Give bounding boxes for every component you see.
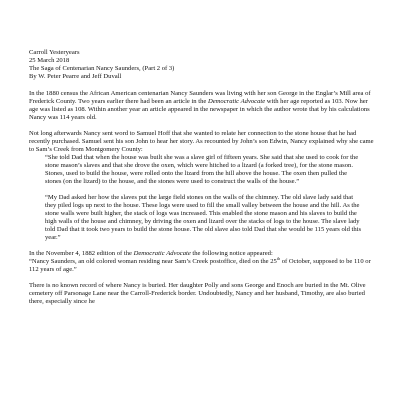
ordinal-suffix: th xyxy=(276,256,281,261)
publication-date: 25 March 2018 xyxy=(29,57,70,64)
obituary-notice-b: of October, supposed to be 110 or 112 years of age.” xyxy=(29,258,371,273)
spacer xyxy=(29,122,376,130)
article-body xyxy=(29,49,376,306)
paragraph-1-text-b: with her age reported as 103. Now her age was listed as 108. Within another year an article appeared in the newspaper in which the author wrote that by his calculations Nancy was 114 years old. xyxy=(29,98,370,121)
paragraph-1-text-a: In the 1880 census the African American centenarian Nancy Saunders was living with her son George in the Englar’s Mill area of Frederick County. Two years earlier there had been an article in the xyxy=(29,90,371,105)
article-title: The Saga of Centenarian Nancy Saunders, (Part 2 of 3) xyxy=(29,65,175,72)
spacer xyxy=(29,81,376,90)
spacer xyxy=(29,274,376,282)
block-quote-1 xyxy=(29,154,376,186)
obituary-notice-a: “Nancy Saunders, an old colored woman residing near Sam’s Creek postoffice, died on the 25 xyxy=(29,258,277,265)
quote-1-text: “She told Dad that when the house was built she was a slave girl of fifteen years. She said that she used to cook for the stone mason’s slaves and that she drove the oxen, which were hitched to a lizard (a forked tree), for the stone mason. Stones, used to build the house, were rolled onto the lizard from the hill above the house. The oxen then pulled the stones (on the lizard) to the house, and the stones were used to construct the walls of the house.” xyxy=(45,154,359,185)
newspaper-name: Democratic Advocate xyxy=(133,250,191,257)
paragraph-3-text-b: the following notice appeared: xyxy=(190,250,273,257)
newspaper-name: Democratic Advocate xyxy=(207,98,266,105)
paragraph-1 xyxy=(29,90,376,122)
spacer xyxy=(29,242,376,250)
paragraph-3-text-a: In the November 4, 1882 edition of the xyxy=(29,250,134,257)
paragraph-3 xyxy=(29,250,376,274)
publication-name: Carroll Yesteryears xyxy=(29,49,80,56)
article-byline: By W. Peter Pearre and Jeff Duvall xyxy=(29,73,122,80)
paragraph-4: There is no known record of where Nancy is buried. Her daughter Polly and sons George and Enoch are buried in the Mt. Olive cemetery off Parsonage Lane near the Carroll-Frederick border. Undoubtedly, Nancy and her husband, Timothy, are also buried there, especially since he xyxy=(29,282,366,305)
paragraph-2: Not long afterwards Nancy sent word to Samuel Hoff that she wanted to relate her connection to the stone house that he had recently purchased. Samuel sent his son John to hear her story. As recounted by John’s son Edwin, Nancy explained why she came to Sam’s Creek from Montgomery County: xyxy=(29,130,374,153)
block-quote-2: “My Dad asked her how the slaves put the large field stones on the walls of the chimney. The old slave lady said that they piled logs up next to the house. These logs were used to fill the small valley between the house and the hill. As the stone walls were built higher, the stack of logs was increased. This enabled the stone mason and his slaves to build the high walls of the house and chimney, by driving the oxen and lizard over the stacks of logs to the house. The slave lady told Dad that it took two years to build the stone house. The old slave also told Dad that she would be 115 years old this year.” xyxy=(45,194,362,241)
spacer xyxy=(29,186,376,194)
